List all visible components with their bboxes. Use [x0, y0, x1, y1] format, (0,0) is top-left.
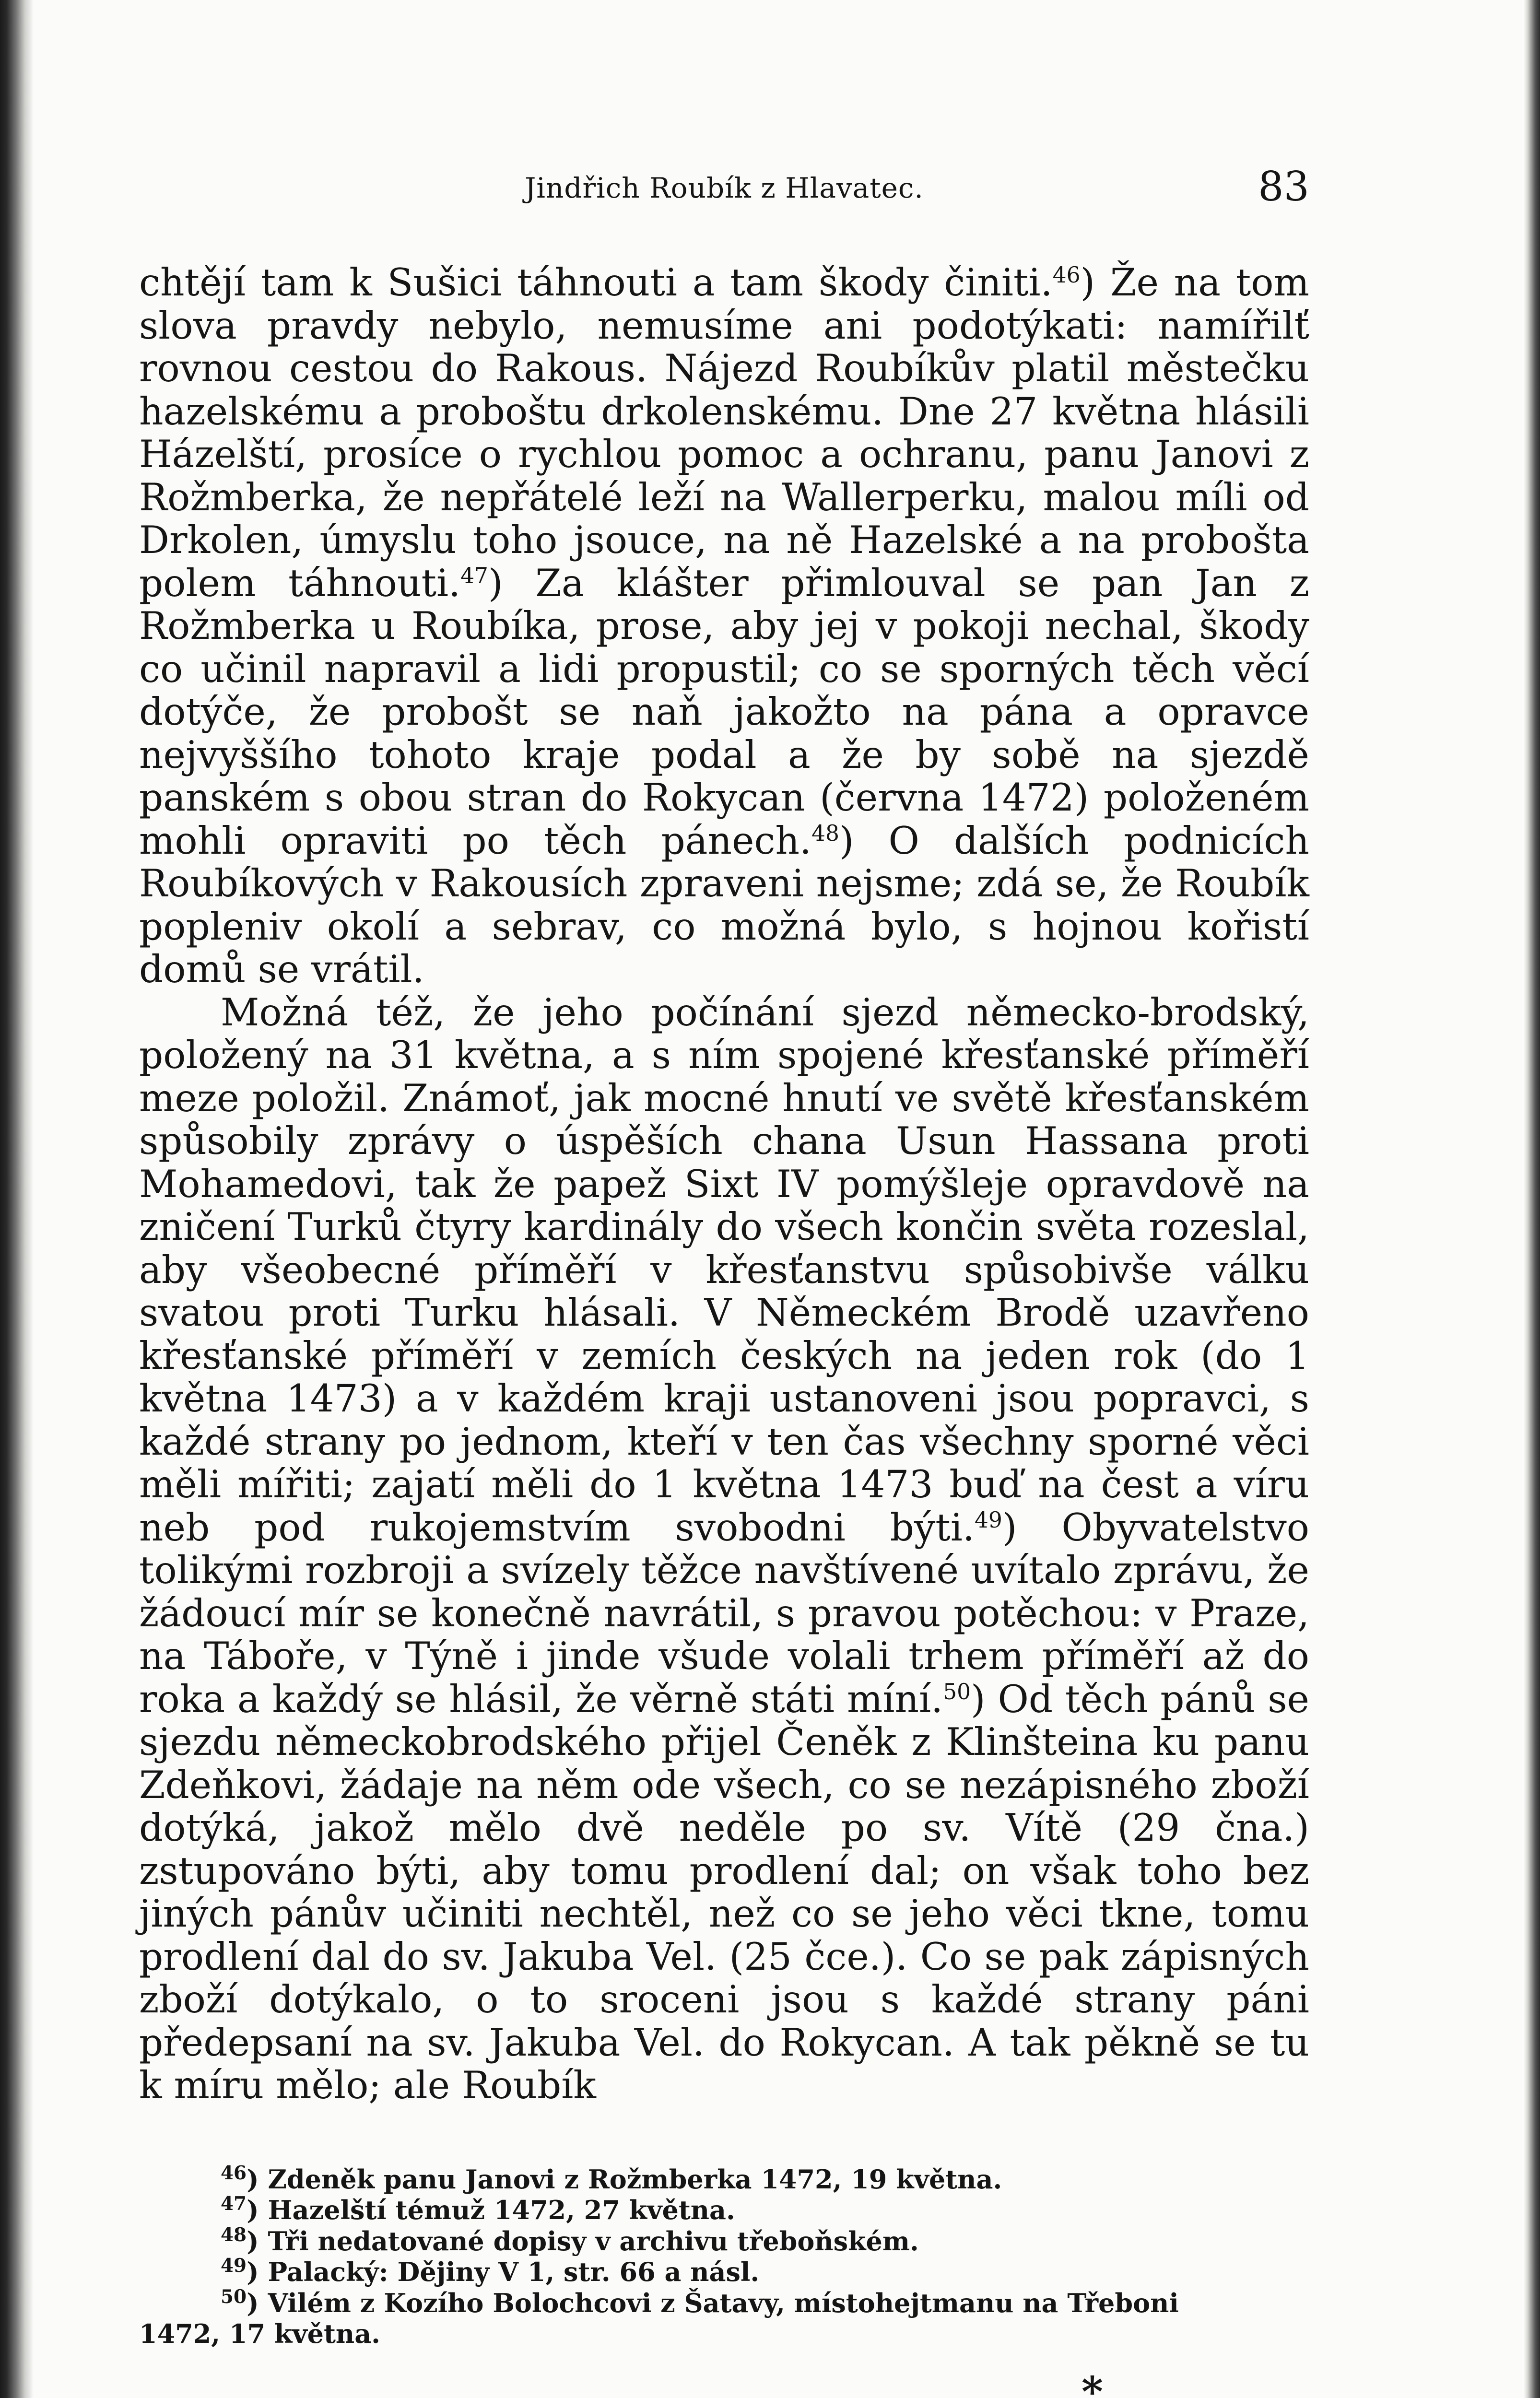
footnote-48 [139, 2223, 1309, 2257]
paragraph-1-text-4: ) O dalších podnicích Roubíkových v Rakousích zpraveni nejsme; zdá se, že Roubík popleniv okolí a sebrav, co možná bylo, s hojnou kořistí domů se vrátil. [139, 818, 1309, 991]
footnote-number: 50 [221, 2285, 247, 2308]
footnote-50-continuation: 1472, 17 května. [139, 2318, 380, 2349]
footnote-47 [139, 2195, 1309, 2226]
paragraph-1-text-3: ) Za klášter přimlouval se pan Jan z Rožmberka u Roubíka, prose, aby jej v pokoji nechal, škody co učinil napravil a lidi propustil; co se sporných těch věcí dotýče, že probošt se naň jakožto na pána a opravce nejvyššího tohoto kraje podal a že by sobě na sjezdě panském s obou stran do Rokycan (června 1472) položeném mohli opraviti po těch pánech. [139, 561, 1309, 863]
footnotes [139, 2164, 1309, 2350]
paragraph-2-text-1: Možná též, že jeho počínání sjezd německo-brodský, položený na 31 května, a s ním spojené křesťanské příměří meze položil. Známoť, jak mocné hnutí ve světě křesťanském spůsobily zprávy o úspěších chana Usun Hassana proti Mohamedovi, tak že papež Sixt IV pomýšleje opravdově na zničení Turků čtyry kardinály do všech končin světa rozeslal, aby všeobecné příměří v křesťanstvu spůsobivše válku svatou proti Turku hlásali. V Německém Brodě uzavřeno křesťanské příměří v zemích českých na jeden rok (do 1 května 1473) a v každém kraji ustanoveni jsou popravci, s každé strany po jednom, kteří v ten čas všechny sporné věci měli mířiti; zajatí měli do 1 května 1473 buď na čest a víru neb pod rukojemstvím svobodni býti. [139, 990, 1309, 1550]
footnote-ref-49: 49 [974, 1507, 1002, 1533]
footnote-number: 48 [221, 2223, 247, 2246]
footnote-number: 46 [221, 2162, 247, 2184]
footnote-ref-50: 50 [943, 1679, 971, 1704]
footnote-ref-48: 48 [811, 820, 839, 846]
footnote-number: 49 [221, 2255, 247, 2277]
footnote-text: ) Palacký: Dějiny V 1, str. 66 a násl. [247, 2257, 760, 2287]
paragraph-1-text-2: ) Že na tom slova pravdy nebylo, nemusíme ani podotýkati: namířilť rovnou cestou do Rakous. Nájezd Roubíkův platil městečku hazelskému a proboštu drkolenskému. Dne 27 května hlásili Házelští, prosíce o rychlou pomoc a ochranu, panu Janovi z Rožmberka, že nepřátelé leží na Wallerperku, malou míli od Drkolen, úmyslu toho jsouce, na ně Hazelské a na probošta polem táhnouti. [139, 260, 1309, 605]
asterisk-ornament: * [1082, 2367, 1103, 2398]
paragraph-1 [139, 261, 1309, 991]
footnote-50 [139, 2285, 1309, 2319]
footnote-text: ) Hazelští témuž 1472, 27 května. [247, 2195, 735, 2225]
page-edge-shadow [1524, 0, 1540, 2398]
page-number: 83 [1258, 163, 1309, 210]
footnote-text: ) Tři nedatované dopisy v archivu třeboňském. [247, 2225, 919, 2257]
footnote-46 [139, 2164, 1309, 2195]
paragraph-2-text-3: ) Od těch pánů se sjezdu německobrodského přijel Čeněk z Klinšteina ku panu Zdeňkovi, žádaje na něm ode všech, co se nezápisného zboží dotýká, jakož mělo dvě neděle po sv. Vítě (29 čna.) zstupováno býti, aby tomu prodlení dal; on však toho bez jiných pánův učiniti nechtěl, než co se jeho věci tkne, tomu prodlení dal do sv. Jakuba Vel. (25 čce.). Co se pak zápisných zboží dotýkalo, o to sroceni jsou s každé strany páni předepsaní na sv. Jakuba Vel. do Rokycan. A tak pěkně se tu k míru mělo; ale Roubík [139, 1677, 1309, 2107]
footnote-number: 47 [221, 2193, 247, 2215]
footnote-text: ) Vilém z Kozího Bolochcovi z Šatavy, místohejtmanu na Třeboni [247, 2287, 1179, 2318]
footnote-49 [139, 2257, 1309, 2288]
running-head [139, 163, 1309, 216]
footnote-text: ) Zdeněk panu Janovi z Rožmberka 1472, 19 května. [247, 2163, 1002, 2195]
paragraph-2-text-2: ) Obyvatelstvo tolikými rozbroji a svízely těžce navštívené uvítalo zprávu, že žádoucí mír se konečně navrátil, s pravou potěchou: v Praze, na Táboře, v Týně i jinde všude volali trhem příměří až do roka a každý se hlásil, že věrně státi míní. [139, 1505, 1309, 1721]
page-content [139, 163, 1309, 2398]
body-text [139, 261, 1309, 2107]
binding-shadow [0, 0, 34, 2398]
paragraph-2 [139, 991, 1309, 2107]
footnote-ref-46: 46 [1052, 262, 1081, 288]
paragraph-1-text-1: chtějí tam k Sušici táhnouti a tam škody činiti. [139, 260, 1053, 305]
running-title: Jindřich Roubík z Hlavatec. [525, 172, 924, 204]
footnote-ref-47: 47 [460, 563, 488, 588]
